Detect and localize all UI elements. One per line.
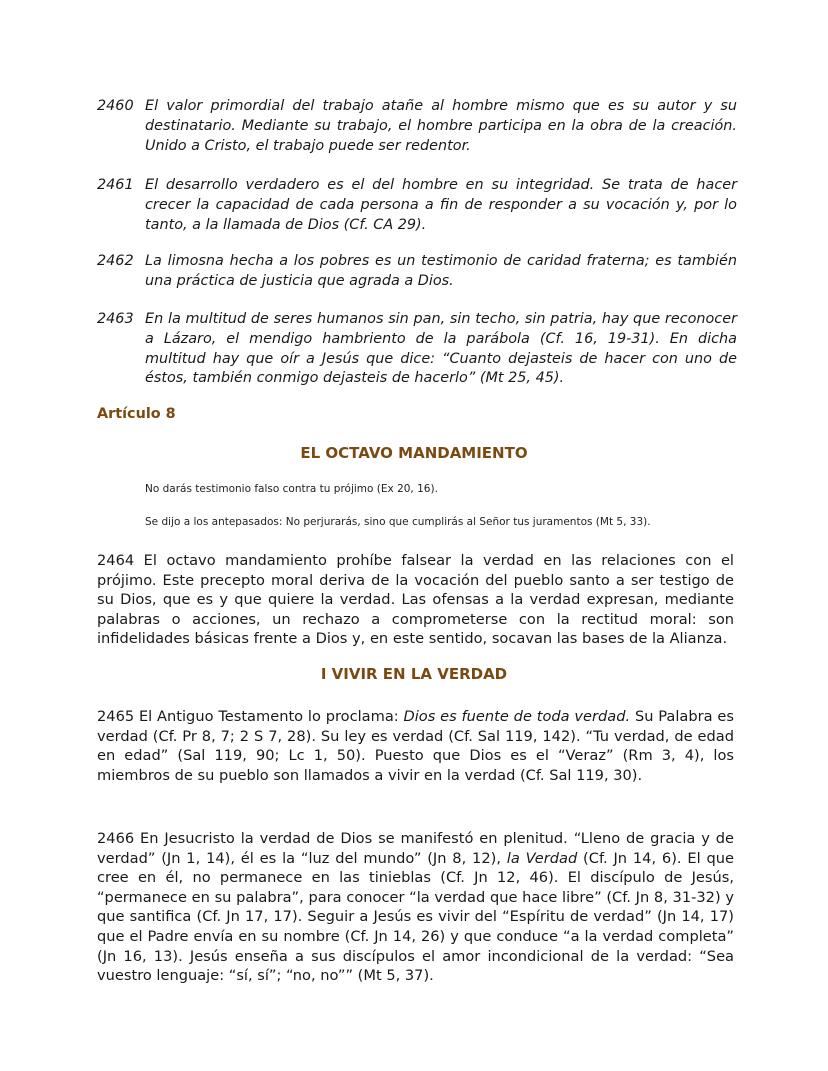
paragraph-number: 2462 — [97, 253, 134, 269]
article-label: Artículo 8 — [97, 406, 176, 422]
summary-text: El valor primordial del trabajo atañe al hombre mismo que es su autor y su destinatario. Mediante su trabajo, el hombre participa en la obra de la creación. Unido a Cristo, el trabajo puede ser redentor. — [145, 98, 737, 154]
summary-item — [97, 176, 737, 235]
paragraph-text: 2465 El Antiguo Testamento lo proclama: — [97, 708, 404, 725]
summary-item — [97, 252, 737, 292]
paragraph-2466 — [97, 829, 734, 986]
summary-text: El desarrollo verdadero es el del hombre en su integridad. Se trata de hacer crecer la capacidad de cada persona a fin de responder a su vocación y, por lo tanto, a la llamada de Dios (Cf. CA 29). — [145, 177, 737, 233]
paragraph-text: 2466 En Jesucristo la verdad de Dios se manifestó en plenitud. “Lleno de gracia y de verdad” (Jn 1, 14), él es la “luz del mundo” (Jn 8, 12), — [97, 830, 734, 867]
italic-phrase: Dios es fuente de toda verdad. — [403, 708, 631, 725]
italic-phrase: la Verdad — [506, 849, 578, 867]
summary-item — [97, 97, 737, 156]
paragraph-number: 2460 — [97, 98, 134, 114]
summary-text: En la multitud de seres humanos sin pan, sin techo, sin patria, hay que reconocer a Lázaro, el mendigo hambriento de la parábola (Cf. 16, 19-31). En dicha multitud hay que oír a Jesús que dice: “Cuanto dejasteis de hacer con uno de éstos, también conmigo dejasteis de hacerlo” (Mt 25, 45). — [145, 311, 737, 387]
paragraph-text: Su Palabra es verdad (Cf. Pr 8, 7; 2 S 7, 28). Su ley es verdad (Cf. Sal 119, 142). “Tu verdad, de edad en edad” (Sal 119, 90; Lc 1, 50). Puesto que Dios es el “Veraz” (Rm 3, 4), los miembros de su pueblo son llamados a vivir en la verdad (Cf. Sal 119, 30). — [97, 708, 734, 784]
paragraph-2464: 2464 El octavo mandamiento prohíbe falsear la verdad en las relaciones con el prójimo. Este precepto moral deriva de la vocación del pueblo santo a ser testigo de su Dios, que es y que quiere la verdad. Las ofensas a la verdad expresan, mediante palabras o acciones, un rechazo a comprometerse con la rectitud moral: son infidelidades básicas frente a Dios y, en este sentido, socavan las bases de la Alianza. — [97, 552, 734, 648]
paragraph-2465 — [97, 707, 734, 785]
epigraph-quote: Se dijo a los antepasados: No perjurarás, sino que cumplirás al Señor tus juramentos (Mt 5, 33). — [145, 516, 651, 528]
epigraph-quote: No darás testimonio falso contra tu prójimo (Ex 20, 16). — [145, 483, 438, 495]
summary-item — [97, 310, 737, 389]
article-title: EL OCTAVO MANDAMIENTO — [300, 444, 528, 462]
paragraph-number: 2461 — [97, 177, 134, 193]
paragraph-text: (Cf. Jn 14, 6). El que cree en él, no permanece en las tinieblas (Cf. Jn 12, 46). El discípulo de Jesús, “permanece en su palabra”, para conocer “la verdad que hace libre” (Cf. Jn 8, 31-32) y que santifica (Cf. Jn 17, 17). Seguir a Jesús es vivir del “Espíritu de verdad” (Jn 14, 17) que el Padre envía en su nombre (Cf. Jn 14, 26) y que conduce “a la verdad completa” (Jn 16, 13). Jesús enseña a sus discípulos el amor incondicional de la verdad: “Sea vuestro lenguaje: “sí, sí”; “no, no”” (Mt 5, 37). — [97, 849, 734, 985]
paragraph-number: 2463 — [97, 311, 134, 327]
section-title: I VIVIR EN LA VERDAD — [320, 665, 508, 683]
summary-text: La limosna hecha a los pobres es un testimonio de caridad fraterna; es también una práctica de justicia que agrada a Dios. — [145, 253, 737, 289]
